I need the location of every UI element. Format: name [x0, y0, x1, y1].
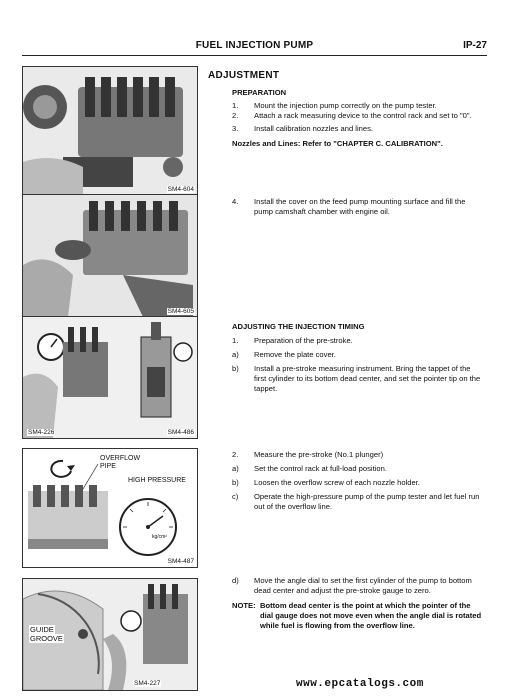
groove-label: GROOVE	[30, 634, 63, 643]
timing-step-2d: d) Move the angle dial to set the first cylinder of the pump to bottom dead center and adjust the pre-stroke gauge to zero.	[232, 576, 472, 595]
timing-step-1-block	[232, 336, 482, 394]
adjustment-heading: ADJUSTMENT	[208, 70, 280, 81]
prep-step-4: 4. Install the cover on the feed pump mounting surface and fill the pump camshaft chamber with engine oil.	[232, 197, 466, 216]
figure-pre-stroke-instrument	[22, 316, 198, 439]
note-label: NOTE:	[232, 601, 256, 610]
timing-step-2c: c) Operate the high-pressure pump of the pump tester and let fuel run out of the overflow line.	[232, 492, 480, 511]
figure-angle-dial	[22, 578, 198, 691]
timing-step-1b: b) Install a pre-stroke measuring instrument. Bring the tappet of the first cylinder to its bottom dead center, and set the pointer tip on the tappet.	[232, 364, 481, 393]
timing-step-2d-block	[232, 576, 482, 631]
gauge-unit-label: kg/cm²	[152, 534, 167, 540]
prep-step-1: 1. Mount the injection pump correctly on the pump tester.	[232, 101, 437, 110]
note-text: Bottom dead center is the point at which the pointer of the dial gauge does not move even when the angle dial is rotated while fuel is flowing from the overflow line.	[260, 601, 482, 630]
figure-feed-pump-cover	[22, 194, 198, 318]
nozzle-lines-note: Nozzles and Lines: Refer to "CHAPTER C. CALIBRATION".	[232, 139, 443, 148]
prep-step-4-block	[232, 197, 482, 217]
pump-tester-illustration	[23, 67, 197, 195]
preparation-steps	[232, 101, 482, 149]
watermark: www.epcatalogs.com	[296, 678, 424, 690]
page-header-title: FUEL INJECTION PUMP	[195, 40, 314, 51]
timing-step-1a: a) Remove the plate cover.	[232, 350, 336, 359]
figure-overflow-pipe	[22, 448, 198, 568]
timing-step-1: 1. Preparation of the pre-stroke.	[232, 336, 353, 345]
figure-code-right: SM4-486	[167, 429, 194, 436]
feed-pump-illustration	[23, 195, 197, 317]
overflow-label: OVERFLOW	[100, 455, 141, 462]
figure-code: SM4-605	[167, 308, 194, 315]
timing-step-2b: b) Loosen the overflow screw of each nozzle holder.	[232, 478, 420, 487]
page-number: IP-27	[463, 40, 487, 51]
prep-step-2: 2. Attach a rack measuring device to the control rack and set to "0".	[232, 111, 472, 120]
header-rule	[22, 55, 487, 56]
pre-stroke-instrument-illustration	[23, 317, 197, 438]
figure-pump-tester	[22, 66, 198, 196]
figure-code: SM4-604	[167, 186, 194, 193]
figure-code: SM4-487	[167, 558, 194, 565]
preparation-heading: PREPARATION	[232, 88, 287, 97]
guide-label: GUIDE	[30, 625, 54, 634]
prep-step-3: 3. Install calibration nozzles and lines.	[232, 124, 374, 133]
timing-step-2a: a) Set the control rack at full-load position.	[232, 464, 387, 473]
timing-step-2-block	[232, 450, 482, 512]
timing-step-2: 2. Measure the pre-stroke (No.1 plunger)	[232, 450, 384, 459]
pipe-label: PIPE	[100, 463, 116, 470]
timing-note	[232, 601, 482, 631]
figure-code-left: SM4-226	[28, 429, 55, 436]
injection-timing-heading: ADJUSTING THE INJECTION TIMING	[232, 322, 365, 331]
figure-code: SM4-227	[134, 680, 161, 687]
high-pressure-label: HIGH PRESSURE	[128, 477, 186, 484]
